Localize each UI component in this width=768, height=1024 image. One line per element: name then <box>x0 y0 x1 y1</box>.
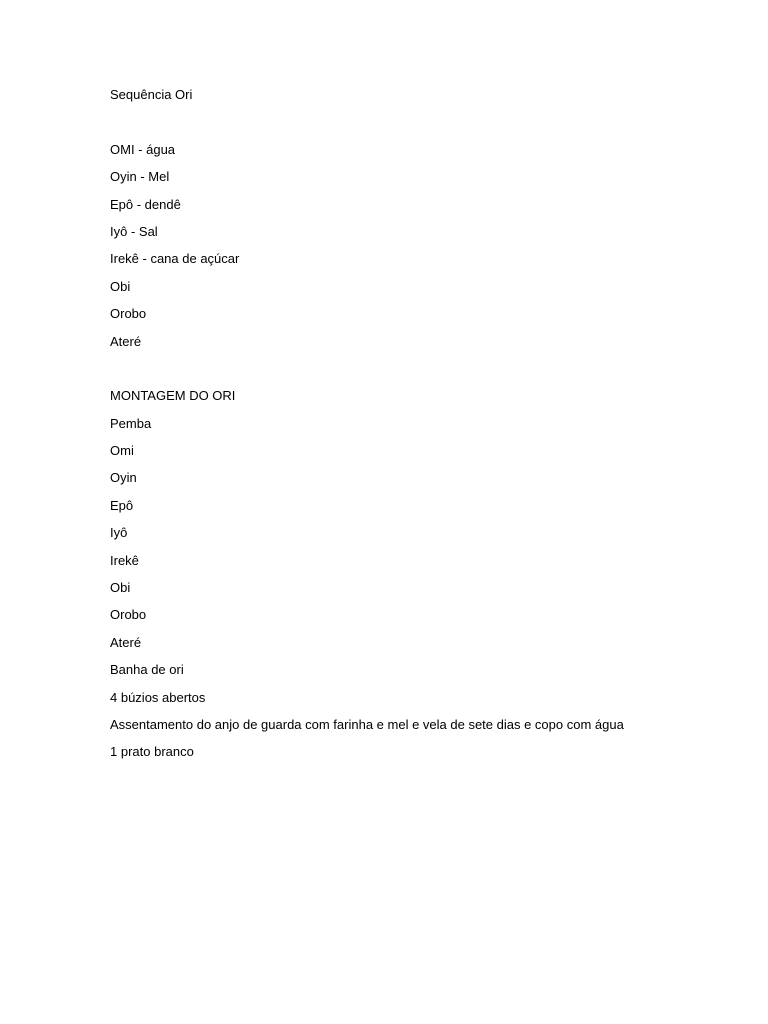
sequence-item: Ateré <box>110 333 142 349</box>
montagem-item: Orobo <box>110 607 147 623</box>
montagem-item: Epô <box>110 497 134 513</box>
sequence-item: Oyin - Mel <box>110 169 170 185</box>
blank-line <box>110 113 730 140</box>
montagem-item: Iyô <box>110 525 128 541</box>
montagem-item: Ateré <box>110 634 142 650</box>
montagem-item: 4 búzios abertos <box>110 689 206 705</box>
blank-line <box>110 360 730 387</box>
montagem-item: 1 prato branco <box>110 744 194 760</box>
montagem-item: Banha de ori <box>110 662 184 678</box>
document-title: Sequência Ori <box>110 87 193 102</box>
montagem-item: Irekê <box>110 552 139 568</box>
montagem-item: Assentamento do anjo de guarda com farinha e mel e vela de sete dias e copo com água <box>110 716 624 732</box>
sequence-item: Epô - dendê <box>110 196 181 212</box>
sequence-item: Irekê - cana de açúcar <box>110 251 240 267</box>
montagem-item: Omi <box>110 443 134 459</box>
sequence-item: Obi <box>110 278 131 294</box>
document-body <box>110 86 730 771</box>
montagem-item: Obi <box>110 580 131 596</box>
montagem-heading: MONTAGEM DO ORI <box>110 388 236 404</box>
montagem-item: Pemba <box>110 415 152 431</box>
montagem-item: Oyin <box>110 470 137 486</box>
sequence-item: Iyô - Sal <box>110 223 158 239</box>
sequence-item: Orobo <box>110 306 147 322</box>
sequence-item: OMI - água <box>110 141 176 157</box>
